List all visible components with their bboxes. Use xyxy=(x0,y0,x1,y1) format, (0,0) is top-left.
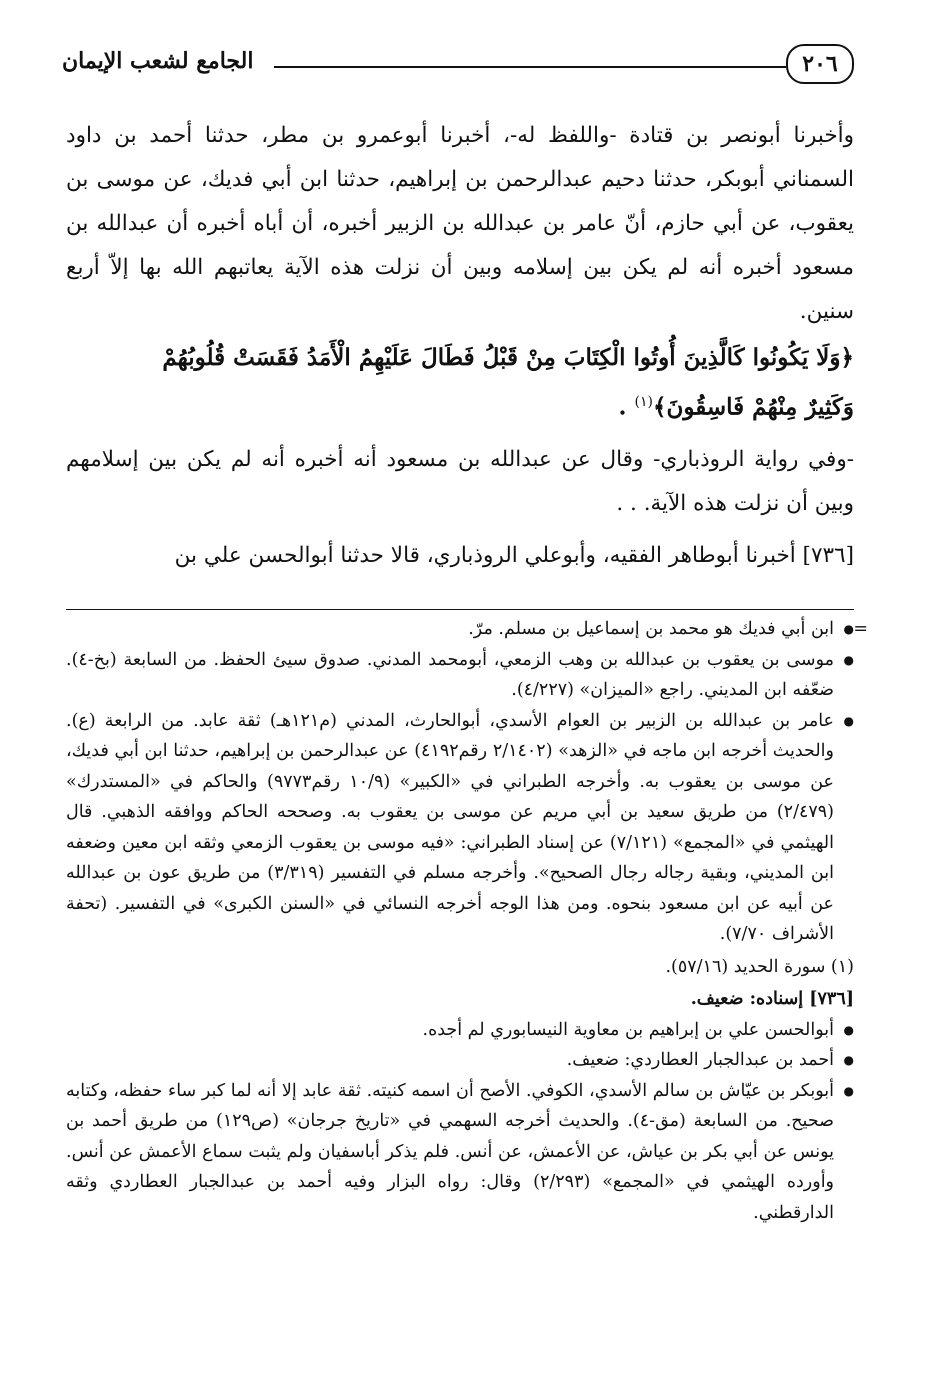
header-rule xyxy=(274,66,786,68)
quran-verse: ﴿وَلَا يَكُونُوا كَالَّذِينَ أُوتُوا الْكِتَابَ مِنْ قَبْلُ فَطَالَ عَلَيْهِمُ الْأَمَدُ فَقَسَتْ قُلُوبُهُمْ وَكَثِيرٌ مِنْهُمْ فَاسِقُونَ﴾$^{(١)}$ . xyxy=(162,344,854,421)
riwaya-paragraph: -وفي رواية الروذباري- وقال عن عبدالله بن مسعود أنه أخبره أنه لم يكن بين إسلامهم وبين أن نزلت هذه الآية. . . xyxy=(66,446,854,516)
continuation-mark: = xyxy=(853,619,868,639)
book-title: الجامع لشعب الإيمان xyxy=(62,48,254,74)
note-item: ● عامر بن عبدالله بن الزبير بن العوام الأسدي، أبوالحارث، المدني (م١٢١هـ) ثقة عابد. من الرابعة (ع). والحديث أخرجه ابن ماجه في «الزهد» (٢/١٤٠٢ رقم٤١٩٢) عن عبدالرحمن بن إبراهيم، حدثنا ابن أبي فديك، عن موسى بن يعقوب به. وأخرجه الطبراني في «الكبير» (١٠/٩ رقم٩٧٧٣) والحاكم في «المستدرك» (٢/٤٧٩) من طريق سعيد بن أبي مريم عن موسى بن يعقوب به. وصححه الحاكم ووافقه الذهبي. قال الهيثمي في «المجمع» (٧/١٢١) عن إسناد الطبراني: «فيه موسى بن يعقوب الزمعي وثقه ابن معين وضعفه ابن المديني، وبقية رجاله رجال الصحيح». وأخرجه مسلم في التفسير (٣/٣١٩) من طريق عون بن عبدالله عن أبيه عن ابن مسعود بنحوه. ومن هذا الوجه أخرجه النسائي في «السنن الكبرى» في التفسير. (تحفة الأشراف ٧/٧٠). xyxy=(66,706,854,950)
footnote-ref: (١) xyxy=(634,394,654,410)
hadith-736-paragraph: [٧٣٦] أخبرنا أبوطاهر الفقيه، وأبوعلي الروذباري، قالا حدثنا أبوالحسن علي بن xyxy=(174,542,854,568)
footnotes xyxy=(66,614,868,1228)
isnad-item: ● أبوالحسن علي بن إبراهيم بن معاوية النيسابوري لم أجده. xyxy=(66,1015,854,1046)
isnad-label: [٧٣٦] إسناده: ضعيف. xyxy=(690,989,854,1009)
main-text xyxy=(66,114,854,578)
verse-line-1: ﴿وَلَا يَكُونُوا كَالَّذِينَ أُوتُوا الْكِتَابَ مِنْ قَبْلُ فَطَالَ عَلَيْهِمُ الْأَمَدُ فَقَسَتْ قُلُوبُهُمْ xyxy=(162,344,854,371)
page-number: ٢٠٦ xyxy=(786,44,854,84)
isnad-item: ● أحمد بن عبدالجبار العطاردي: ضعيف. xyxy=(66,1045,854,1076)
footnote-separator xyxy=(66,609,854,610)
isnad-item: ● أبوبكر بن عيّاش بن سالم الأسدي، الكوفي. الأصح أن اسمه كنيته. ثقة عابد إلا أنه لما كبر ساء حفظه، وكتابه صحيح. من السابعة (مق-٤). والحديث أخرجه السهمي في «تاريخ جرجان» (ص١٢٩) من طريق أحمد بن يونس عن أبي بكر بن عياش، عن الأعمش، عن أنس. فلم يذكر أباسفيان ولم يثبت سماع الأعمش عن أنس. وأورده الهيثمي في «المجمع» (٢/٢٩٣) وقال: رواه البزار وفيه أحمد بن عبدالجبار العطاردي وثقه الدارقطني. xyxy=(66,1076,854,1229)
hadith-paragraph: وأخبرنا أبونصر بن قتادة -واللفظ له-، أخبرنا أبوعمرو بن مطر، حدثنا أحمد بن داود السمناني أبوبكر، حدثنا دحيم عبدالرحمن بن إبراهيم، حدثنا ابن أبي فديك، عن موسى بن يعقوب، عن أبي حازم، أنّ عامر بن عبدالله بن الزبير أخبره، أن أباه أخبره أن عبدالله بن مسعود أخبره أنه لم يكن بين إسلامه وبين أن نزلت هذه الآية يعاتبهم الله بها إلاّ أربع سنين. xyxy=(66,123,854,324)
note-item: ● موسى بن يعقوب بن عبدالله بن وهب الزمعي، أبومحمد المدني. صدوق سيئ الحفظ. من السابعة (بخ-٤). ضعّفه ابن المديني. راجع «الميزان» (٤/٢٢٧). xyxy=(66,645,854,706)
footnote-1: (١) سورة الحديد (٥٧/١٦). xyxy=(665,956,854,977)
verse-line-2: وَكَثِيرٌ مِنْهُمْ فَاسِقُونَ﴾ xyxy=(653,393,854,421)
page-header xyxy=(62,42,854,98)
note-item: ● ابن أبي فديك هو محمد بن إسماعيل بن مسلم. مرّ. xyxy=(66,614,854,645)
